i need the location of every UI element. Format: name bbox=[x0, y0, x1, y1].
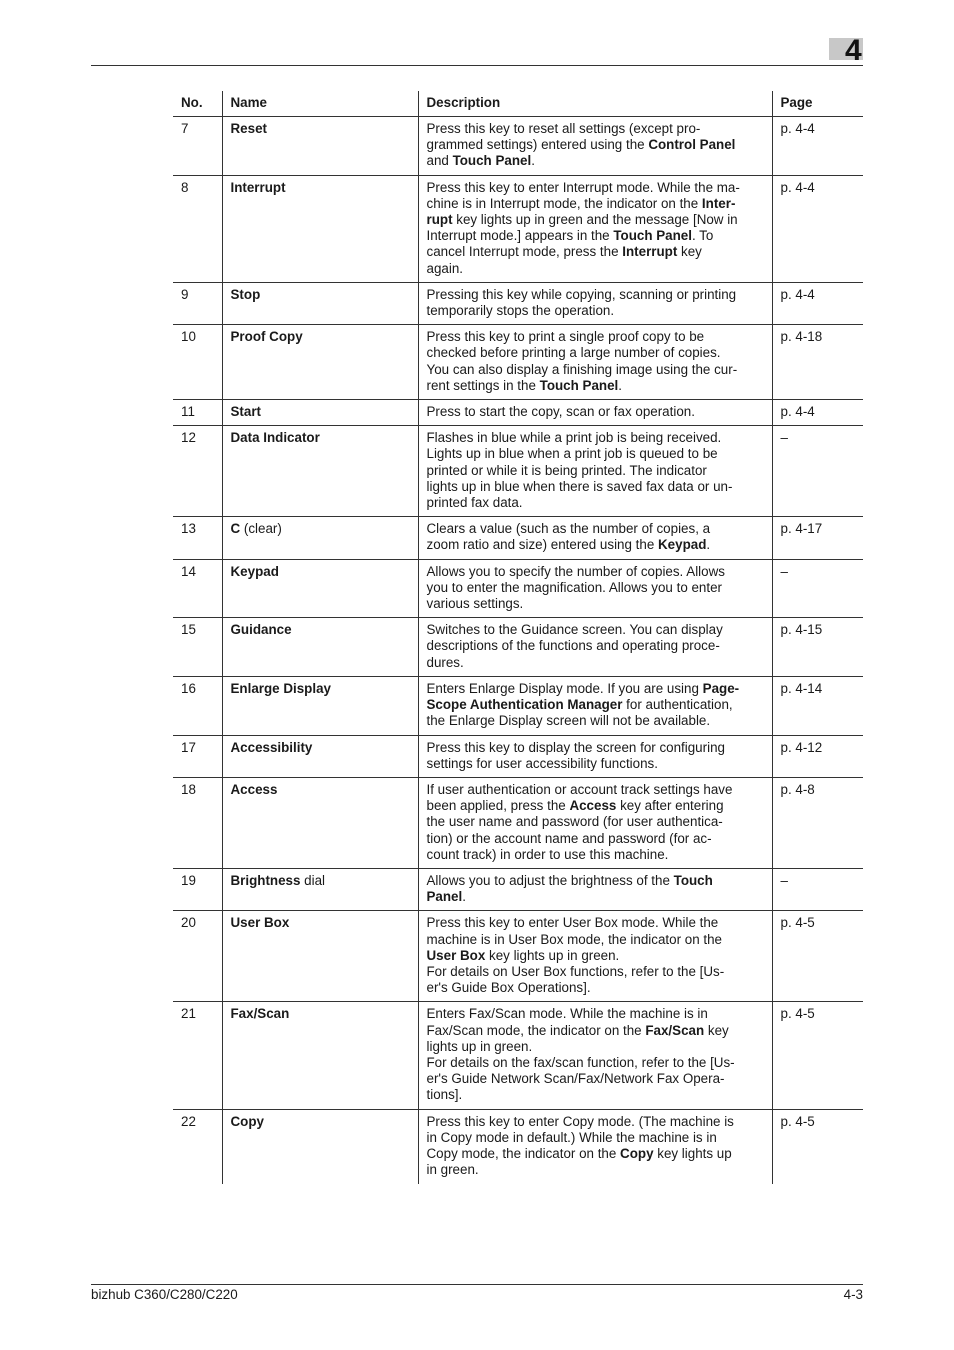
cell-description bbox=[418, 559, 772, 618]
cell-page: p. 4-5 bbox=[772, 911, 863, 1002]
bold-text: Keypad bbox=[230, 563, 279, 579]
cell-name bbox=[222, 559, 418, 618]
cell-page: p. 4-4 bbox=[772, 282, 863, 324]
text-run: If user authentication or account track settings have bbox=[426, 781, 733, 797]
cell-name bbox=[222, 400, 418, 426]
text-run: for authentication, bbox=[622, 697, 733, 713]
bold-text: User Box bbox=[230, 915, 290, 931]
column-header-page: Page bbox=[772, 91, 863, 117]
bold-text: Access bbox=[569, 798, 617, 814]
text-run: dial bbox=[300, 872, 326, 888]
text-run: For details on User Box functions, refer to the [Us- bbox=[426, 963, 725, 979]
bold-text: Fax/Scan bbox=[645, 1022, 705, 1038]
text-run: lights up in blue when there is saved fax data or un- bbox=[426, 478, 733, 494]
bold-text: Touch Panel bbox=[613, 228, 692, 244]
cell-description bbox=[418, 426, 772, 517]
bold-text: rupt bbox=[426, 212, 453, 228]
cell-page: p. 4-15 bbox=[772, 618, 863, 677]
bold-text: Touch Panel bbox=[539, 377, 619, 393]
cell-no: 14 bbox=[173, 559, 222, 618]
header-rule bbox=[91, 65, 863, 66]
cell-page: p. 4-8 bbox=[772, 777, 863, 868]
table-row bbox=[173, 517, 863, 559]
text-run: For details on the fax/scan function, refer to the [Us- bbox=[426, 1054, 735, 1070]
text-run: count track) in order to use this machine. bbox=[426, 846, 669, 862]
bold-text: Page- bbox=[702, 680, 740, 696]
text-run: . bbox=[531, 153, 535, 169]
bold-text: Access bbox=[230, 781, 278, 797]
text-run: Press this key to enter User Box mode. While the bbox=[426, 915, 719, 931]
bold-text: Keypad bbox=[658, 537, 707, 553]
text-run: er's Guide Box Operations]. bbox=[426, 980, 591, 996]
cell-name bbox=[222, 517, 418, 559]
text-run: zoom ratio and size) entered using the bbox=[426, 537, 658, 553]
table-row bbox=[173, 618, 863, 677]
text-run: Copy mode, the indicator on the bbox=[426, 1145, 621, 1161]
bold-text: Fax/Scan bbox=[230, 1006, 290, 1022]
table-row bbox=[173, 911, 863, 1002]
table-header-row bbox=[173, 91, 863, 117]
text-run: the Enlarge Display screen will not be available. bbox=[426, 713, 711, 729]
cell-name bbox=[222, 325, 418, 400]
text-run: tion) or the account name and password (for ac- bbox=[426, 830, 712, 846]
footer-rule bbox=[91, 1284, 863, 1285]
table-body bbox=[173, 117, 863, 1185]
bold-text: Control Panel bbox=[648, 137, 736, 153]
cell-description bbox=[418, 175, 772, 282]
cell-name bbox=[222, 911, 418, 1002]
text-run: Enters Fax/Scan mode. While the machine is in bbox=[426, 1006, 708, 1022]
cell-description bbox=[418, 400, 772, 426]
key-description-table bbox=[173, 91, 863, 1184]
footer-product-name: bizhub C360/C280/C220 bbox=[91, 1287, 238, 1302]
cell-name bbox=[222, 777, 418, 868]
text-run: Switches to the Guidance screen. You can display bbox=[426, 622, 723, 638]
table-row bbox=[173, 1002, 863, 1109]
text-run: printed fax data. bbox=[426, 495, 523, 511]
table-row bbox=[173, 117, 863, 176]
cell-description bbox=[418, 777, 772, 868]
text-run: Lights up in blue when a print job is queued to be bbox=[426, 446, 718, 462]
text-run: in Copy mode in default.) While the machine is in bbox=[426, 1129, 717, 1145]
cell-no: 22 bbox=[181, 1113, 196, 1129]
table-row bbox=[173, 777, 863, 868]
text-run: You can also display a finishing image using the cur- bbox=[426, 361, 738, 377]
cell-page: p. 4-17 bbox=[772, 517, 863, 559]
table-row bbox=[173, 868, 863, 910]
bold-text: Stop bbox=[230, 286, 261, 302]
cell-page: p. 4-18 bbox=[772, 325, 863, 400]
cell-name bbox=[222, 618, 418, 677]
text-run: er's Guide Network Scan/Fax/Network Fax Opera- bbox=[426, 1071, 725, 1087]
chapter-number: 4 bbox=[845, 34, 862, 67]
bold-text: Scope Authentication Manager bbox=[426, 697, 623, 713]
cell-name bbox=[222, 175, 418, 282]
cell-name bbox=[222, 868, 418, 910]
text-run: Press this key to enter Interrupt mode. While the ma- bbox=[426, 179, 740, 195]
cell-name bbox=[222, 117, 418, 176]
table-row bbox=[173, 676, 863, 735]
text-run: Pressing this key while copying, scanning or printing bbox=[426, 286, 737, 302]
cell-no: 12 bbox=[173, 426, 222, 517]
text-run: rent settings in the bbox=[426, 377, 540, 393]
cell-name bbox=[222, 426, 418, 517]
text-run: you to enter the magnification. Allows you to enter bbox=[426, 579, 723, 595]
text-run: key lights up bbox=[653, 1145, 732, 1161]
text-run: Press to start the copy, scan or fax operation. bbox=[426, 404, 695, 420]
cell-no: 15 bbox=[173, 618, 222, 677]
cell-no: 7 bbox=[173, 117, 222, 176]
bold-text: Panel bbox=[426, 889, 463, 905]
cell-description bbox=[418, 735, 772, 777]
cell-name bbox=[222, 1002, 418, 1109]
bold-text: User Box bbox=[426, 947, 486, 963]
text-run: temporarily stops the operation. bbox=[426, 303, 615, 319]
text-run: key lights up in green. bbox=[485, 947, 620, 963]
cell-name bbox=[222, 1109, 418, 1184]
bold-text: Interrupt bbox=[622, 244, 678, 260]
text-run: Press this key to print a single proof copy to be bbox=[426, 329, 705, 345]
text-run: key lights up in green and the message [Now in bbox=[452, 212, 738, 228]
cell-no: 17 bbox=[173, 735, 222, 777]
cell-name bbox=[222, 282, 418, 324]
cell-page: p. 4-12 bbox=[772, 735, 863, 777]
column-header-name: Name bbox=[222, 91, 418, 117]
bold-text: Guidance bbox=[230, 622, 292, 638]
text-run: printed or while it is being printed. The indicator bbox=[426, 462, 707, 478]
table-row bbox=[173, 282, 863, 324]
text-run: . bbox=[462, 889, 466, 905]
bold-text: Interrupt bbox=[230, 179, 286, 195]
cell-no: 9 bbox=[173, 282, 222, 324]
bold-text: Data Indicator bbox=[230, 430, 320, 446]
table-row bbox=[173, 1109, 863, 1184]
cell-description bbox=[418, 517, 772, 559]
cell-no: 8 bbox=[173, 175, 222, 282]
text-run: cancel Interrupt mode, press the bbox=[426, 244, 623, 260]
text-run: checked before printing a large number of copies. bbox=[426, 345, 721, 361]
cell-page: p. 4-14 bbox=[772, 676, 863, 735]
text-run: Allows you to adjust the brightness of the bbox=[426, 872, 674, 888]
cell-no: 20 bbox=[173, 911, 222, 1002]
cell-description bbox=[418, 618, 772, 677]
bold-text: Reset bbox=[230, 121, 267, 136]
table-row bbox=[173, 400, 863, 426]
text-run: (clear) bbox=[240, 521, 282, 537]
bold-text: Touch Panel bbox=[452, 153, 532, 169]
bold-text: Proof Copy bbox=[230, 329, 303, 345]
cell-no: 21 bbox=[173, 1002, 222, 1109]
cell-description bbox=[418, 117, 772, 176]
bold-text: Brightness bbox=[230, 872, 301, 888]
text-run: again. bbox=[426, 260, 463, 276]
text-run: Clears a value (such as the number of copies, a bbox=[426, 521, 711, 537]
text-run: key bbox=[677, 244, 702, 260]
text-run: dures. bbox=[426, 654, 464, 670]
bold-text: Enlarge Display bbox=[230, 680, 331, 696]
table-row bbox=[173, 426, 863, 517]
table-row bbox=[173, 735, 863, 777]
cell-page: p. 4-4 bbox=[772, 117, 863, 176]
cell-no: 18 bbox=[173, 777, 222, 868]
cell-name bbox=[222, 735, 418, 777]
bold-text: Start bbox=[230, 404, 262, 420]
text-run: Press this key to reset all settings (except pro- bbox=[426, 121, 701, 136]
cell-page: – bbox=[772, 559, 863, 618]
text-run: lights up in green. bbox=[426, 1038, 533, 1054]
cell-description bbox=[418, 676, 772, 735]
text-run: the user name and password (for user authentica- bbox=[426, 814, 723, 830]
bold-text: Touch bbox=[673, 872, 713, 888]
cell-page: – bbox=[772, 868, 863, 910]
text-run: tions]. bbox=[426, 1087, 463, 1103]
text-run: Press this key to enter Copy mode. (The machine is bbox=[426, 1113, 734, 1129]
cell-no: 16 bbox=[173, 676, 222, 735]
cell-description bbox=[418, 1109, 772, 1184]
table-row bbox=[173, 325, 863, 400]
text-run: been applied, press the bbox=[426, 798, 570, 814]
text-run: in green. bbox=[426, 1162, 479, 1178]
cell-no: 13 bbox=[173, 517, 222, 559]
text-run: Enters Enlarge Display mode. If you are using bbox=[426, 680, 703, 696]
cell-page: p. 4-5 bbox=[772, 1109, 863, 1184]
text-run: chine is in Interrupt mode, the indicator on the bbox=[426, 195, 702, 211]
cell-description bbox=[418, 911, 772, 1002]
cell-description bbox=[418, 1002, 772, 1109]
text-run: key after entering bbox=[616, 798, 724, 814]
text-run: . To bbox=[691, 228, 714, 244]
bold-text: Copy bbox=[620, 1145, 654, 1161]
text-run: and bbox=[426, 153, 453, 169]
column-header-description: Description bbox=[418, 91, 772, 117]
bold-text: C bbox=[230, 521, 241, 537]
cell-no: 10 bbox=[173, 325, 222, 400]
text-run: descriptions of the functions and operating proce- bbox=[426, 638, 720, 654]
cell-description bbox=[418, 868, 772, 910]
table-row bbox=[173, 559, 863, 618]
cell-page: – bbox=[772, 426, 863, 517]
text-run: grammed settings) entered using the bbox=[426, 137, 649, 153]
cell-description bbox=[418, 282, 772, 324]
text-run: . bbox=[706, 537, 711, 553]
text-run: Flashes in blue while a print job is being received. bbox=[426, 430, 722, 446]
bold-text: Accessibility bbox=[230, 739, 313, 755]
cell-page: p. 4-5 bbox=[772, 1002, 863, 1109]
cell-page: p. 4-4 bbox=[772, 175, 863, 282]
footer-page-number: 4-3 bbox=[843, 1287, 863, 1302]
text-run: key bbox=[704, 1022, 729, 1038]
bold-text: Copy bbox=[230, 1113, 264, 1129]
text-run: Allows you to specify the number of copies. Allows bbox=[426, 563, 725, 579]
text-run: settings for user accessibility functions. bbox=[426, 755, 658, 771]
cell-no: 11 bbox=[173, 400, 222, 426]
text-run: Press this key to display the screen for configuring bbox=[426, 739, 725, 755]
cell-name bbox=[222, 676, 418, 735]
cell-description bbox=[418, 325, 772, 400]
text-run: machine is in User Box mode, the indicator on the bbox=[426, 931, 722, 947]
column-header-no: No. bbox=[173, 91, 222, 117]
text-run: Interrupt mode.] appears in the bbox=[426, 228, 614, 244]
cell-page: p. 4-4 bbox=[772, 400, 863, 426]
text-run: Fax/Scan mode, the indicator on the bbox=[426, 1022, 646, 1038]
text-run: . bbox=[618, 377, 622, 393]
cell-no: 19 bbox=[173, 868, 222, 910]
table-row bbox=[173, 175, 863, 282]
bold-text: Inter- bbox=[701, 195, 736, 211]
text-run: various settings. bbox=[426, 596, 524, 612]
